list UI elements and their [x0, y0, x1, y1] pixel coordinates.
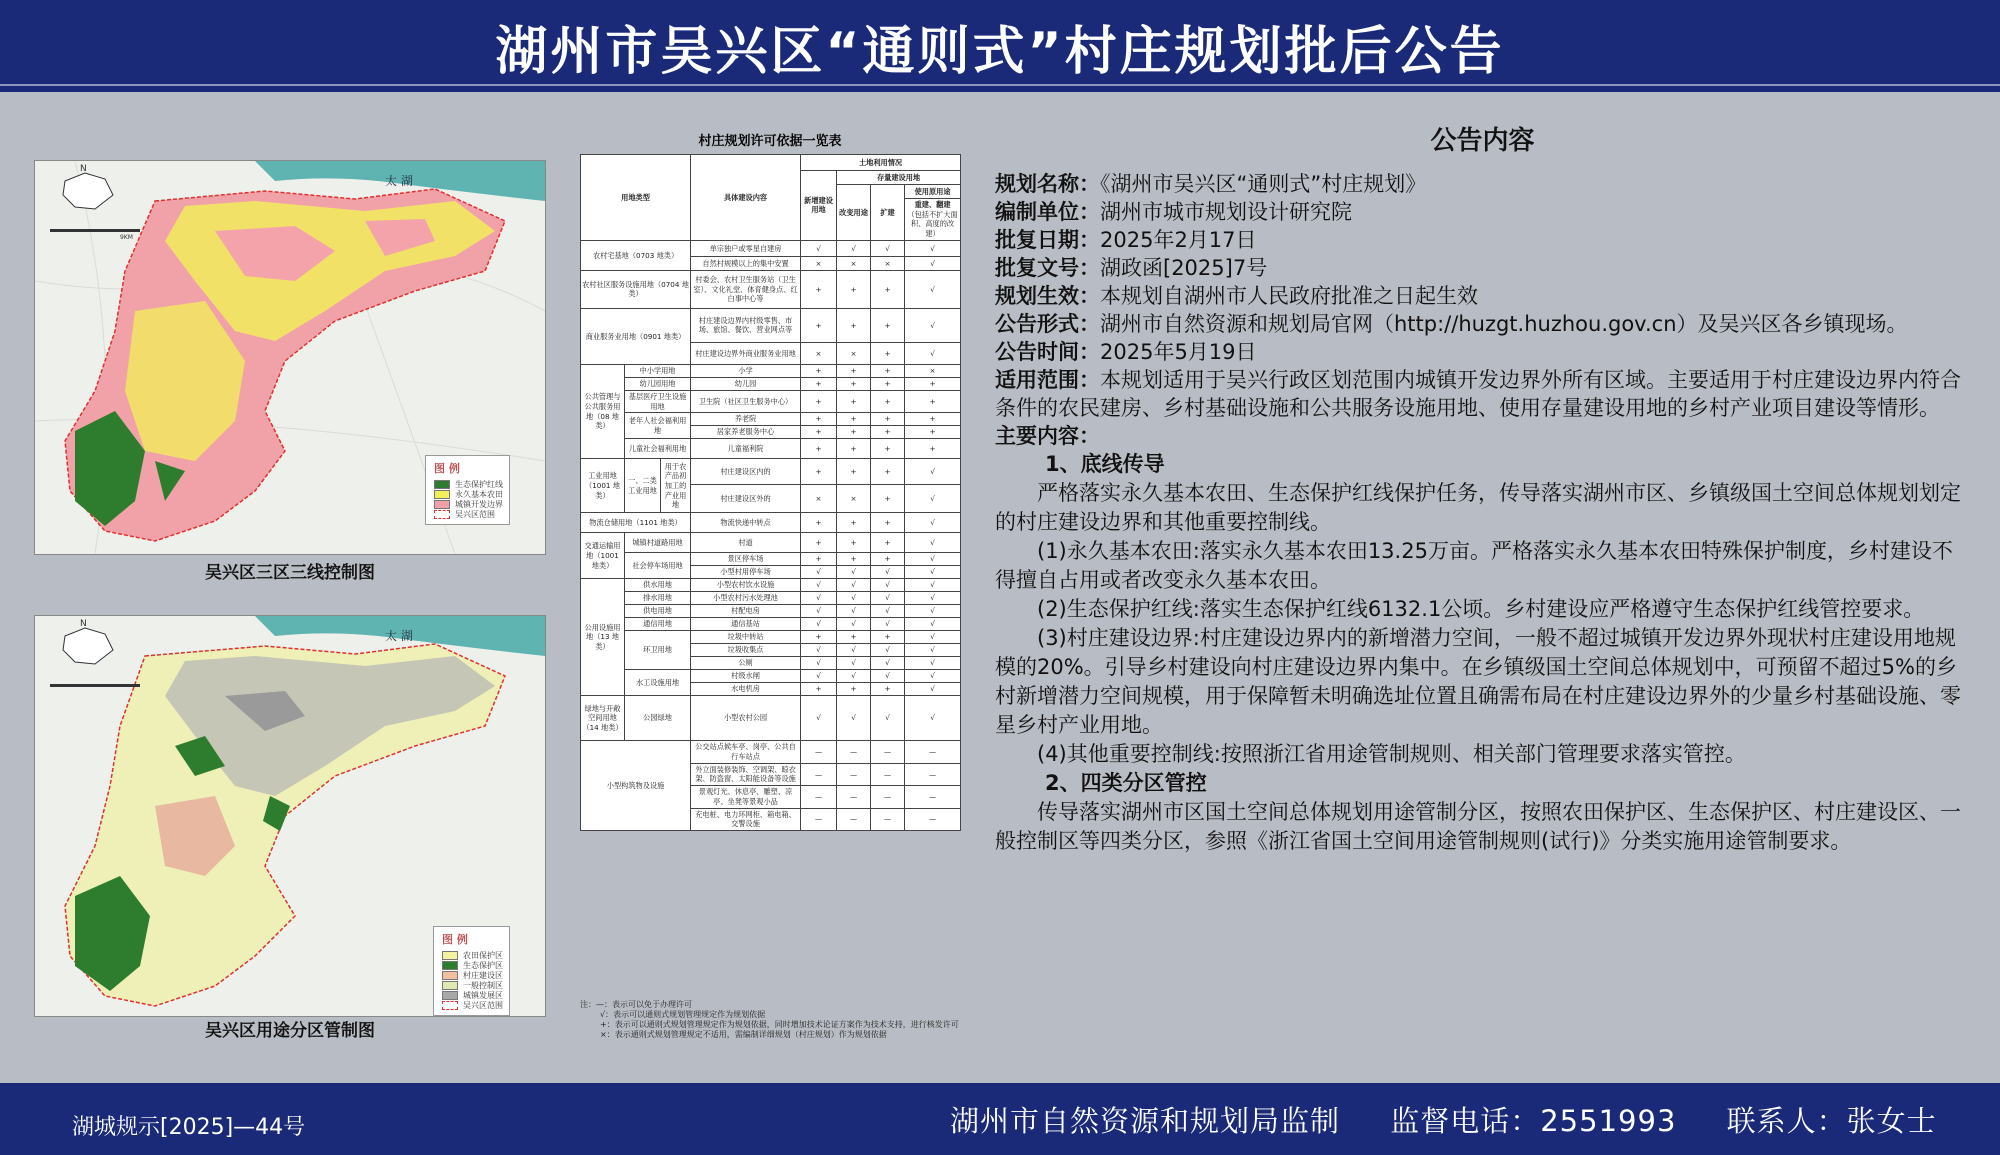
- status-cell: √: [837, 240, 871, 256]
- note-item: +：表示可以通则式规划管理规定作为规划依据，同时增加技术论证方案作为技术支持，进行核发许可: [600, 1020, 959, 1029]
- note-item: 注：—：表示可以免于办理许可: [580, 1000, 692, 1009]
- status-cell: √: [871, 566, 905, 579]
- land-subtype-cell: 环卫用地: [625, 631, 691, 670]
- land-subtype-cell: 基层医疗卫生设施用地: [625, 390, 691, 412]
- status-cell: ×: [871, 256, 905, 270]
- status-cell: +: [801, 308, 837, 342]
- status-cell: ×: [801, 342, 837, 364]
- status-cell: +: [871, 364, 905, 377]
- land-subtype-cell: 儿童社会福利用地: [625, 439, 691, 459]
- status-cell: √: [905, 683, 961, 696]
- lake-label: 太 湖: [385, 629, 413, 643]
- phone: 监督电话：2551993: [1390, 1104, 1677, 1138]
- status-cell: √: [837, 670, 871, 683]
- section-1-paragraph: 严格落实永久基本农田、生态保护红线保护任务，传导落实湖州市区、乡镇级国土空间总体规划划定的村庄建设边界和其他重要控制线。: [995, 481, 1961, 534]
- page-header: [0, 0, 2000, 92]
- table-row: [581, 390, 961, 412]
- content-cell: 外立面装修装饰、空调架、晾衣架、防盗窗、太阳能设备等设施: [691, 763, 801, 785]
- status-cell: √: [905, 618, 961, 631]
- table-row: [581, 270, 961, 308]
- land-subtype-cell: 通信用地: [625, 618, 691, 631]
- content-cell: 自然村规模以上的集中安置: [691, 256, 801, 270]
- content-cell: 景观灯光、休息亭、雕塑、凉亭、坐凳等景观小品: [691, 786, 801, 808]
- status-cell: —: [905, 763, 961, 785]
- svg-text:N: N: [80, 619, 87, 629]
- status-cell: √: [905, 592, 961, 605]
- map1-legend: [425, 455, 510, 525]
- status-cell: —: [801, 808, 837, 830]
- status-cell: —: [837, 808, 871, 830]
- legend-item: 吴兴区范围: [434, 509, 503, 519]
- status-cell: √: [905, 270, 961, 308]
- status-cell: +: [871, 683, 905, 696]
- table-row: [581, 377, 961, 390]
- status-cell: +: [837, 364, 871, 377]
- status-cell: +: [837, 439, 871, 459]
- page-footer: [0, 1083, 2000, 1155]
- status-cell: √: [837, 605, 871, 618]
- col-rebuild: 重建、翻建 （包括不扩大面积、高度的改建）: [905, 199, 961, 241]
- status-cell: +: [871, 390, 905, 412]
- status-cell: √: [905, 644, 961, 657]
- status-cell: +: [871, 533, 905, 553]
- page-title: 湖州市吴兴区“通则式”村庄规划批后公告: [495, 21, 1505, 82]
- status-cell: +: [837, 631, 871, 644]
- status-cell: √: [871, 605, 905, 618]
- status-cell: √: [905, 240, 961, 256]
- table-row: [581, 308, 961, 342]
- status-cell: +: [871, 439, 905, 459]
- content-cell: 小型村用停车场: [691, 566, 801, 579]
- map2-legend: [433, 926, 510, 1016]
- svg-text:N: N: [80, 164, 87, 174]
- announcement-content: [995, 120, 1970, 856]
- land-subtype-cell: 公园绿地: [625, 696, 691, 741]
- status-cell: √: [801, 644, 837, 657]
- status-cell: √: [801, 240, 837, 256]
- supervision-line: [950, 1099, 1977, 1140]
- status-cell: ×: [905, 364, 961, 377]
- status-cell: +: [871, 553, 905, 566]
- header-rule: [0, 84, 2000, 86]
- land-type-cell: 小型构筑物及设施: [581, 741, 691, 831]
- status-cell: +: [801, 364, 837, 377]
- col-expand: 扩建: [871, 185, 905, 241]
- status-cell: —: [801, 763, 837, 785]
- status-cell: √: [905, 657, 961, 670]
- legend-title: 图 例: [434, 462, 460, 475]
- status-cell: +: [871, 513, 905, 533]
- status-cell: √: [837, 592, 871, 605]
- status-cell: +: [871, 485, 905, 513]
- land-subtype-cell: 老年人社会福利用地: [625, 413, 691, 439]
- status-cell: +: [837, 390, 871, 412]
- status-cell: √: [905, 533, 961, 553]
- land-subtype-cell: 社会停车场用地: [625, 553, 691, 579]
- land-subtype-cell: 用于农产品初加工的产业用地: [661, 459, 691, 513]
- status-cell: +: [837, 513, 871, 533]
- status-cell: —: [905, 808, 961, 830]
- status-cell: +: [871, 631, 905, 644]
- main-content-label: 主要内容：: [995, 424, 1100, 448]
- status-cell: —: [871, 786, 905, 808]
- section-1-item-2: (2)生态保护红线:落实生态保护红线6132.1公顷。乡村建设应严格遵守生态保护红线管控要求。: [1037, 597, 1925, 621]
- status-cell: +: [837, 533, 871, 553]
- status-cell: √: [871, 670, 905, 683]
- status-cell: √: [871, 657, 905, 670]
- map2-caption: 吴兴区用途分区管制图: [205, 1021, 375, 1041]
- status-cell: +: [837, 270, 871, 308]
- land-subtype-cell: 城镇村道路用地: [625, 533, 691, 553]
- status-cell: √: [801, 618, 837, 631]
- table-row: [581, 439, 961, 459]
- status-cell: —: [905, 786, 961, 808]
- status-cell: √: [837, 657, 871, 670]
- table-notes: [580, 1000, 965, 1040]
- land-type-cell: 公用设施用地（13 地类）: [581, 579, 625, 696]
- land-subtype-cell: 中小学用地: [625, 364, 691, 377]
- status-cell: +: [871, 413, 905, 426]
- status-cell: +: [837, 426, 871, 439]
- status-cell: +: [801, 439, 837, 459]
- content-cell: 养老院: [691, 413, 801, 426]
- legend-item: 城镇发展区: [442, 990, 503, 1000]
- legend-item: 村庄建设区: [442, 970, 503, 980]
- status-cell: +: [871, 377, 905, 390]
- field-approval-date: 批复日期：2025年2月17日: [995, 228, 1257, 252]
- status-cell: √: [871, 618, 905, 631]
- status-cell: +: [837, 308, 871, 342]
- lake-label: 太 湖: [385, 174, 413, 188]
- status-cell: —: [837, 741, 871, 763]
- status-cell: —: [871, 741, 905, 763]
- status-cell: +: [871, 426, 905, 439]
- status-cell: +: [801, 377, 837, 390]
- legend-item: 永久基本农田: [434, 489, 503, 499]
- legend-item: 生态保护红线: [434, 479, 503, 489]
- content-cell: 景区停车场: [691, 553, 801, 566]
- status-cell: +: [871, 308, 905, 342]
- legend-item: 生态保护区: [442, 960, 503, 970]
- status-cell: +: [905, 390, 961, 412]
- table-row: [581, 553, 961, 566]
- land-type-cell: 农村社区服务设施用地（0704 地类）: [581, 270, 691, 308]
- section-2-paragraph: 传导落实湖州市区国土空间总体规划用途管制分区，按照农田保护区、生态保护区、村庄建设区、一般控制区等四类分区，参照《浙江省国土空间用途管制规则(试行)》分类实施用途管制要求。: [995, 800, 1961, 853]
- col-new: 新增建设用地: [801, 171, 837, 241]
- status-cell: +: [801, 533, 837, 553]
- content-title: 公告内容: [1430, 126, 1535, 156]
- status-cell: √: [801, 579, 837, 592]
- status-cell: —: [871, 808, 905, 830]
- table-title: 村庄规划许可依据一览表: [698, 134, 842, 149]
- status-cell: +: [837, 377, 871, 390]
- content-cell: 居家养老服务中心: [691, 426, 801, 439]
- svg-text:9KM: 9KM: [120, 234, 133, 241]
- content-cell: 村庄建设边界外商业服务业用地: [691, 342, 801, 364]
- content-cell: 充电桩、电力环网柜、箱电箱、交警设施: [691, 808, 801, 830]
- table-row: [581, 631, 961, 644]
- content-cell: 幼儿园: [691, 377, 801, 390]
- section-1-item-1: (1)永久基本农田:落实永久基本农田13.25万亩。严格落实永久基本农田特殊保护制度，乡村建设不得擅自占用或者改变永久基本农田。: [995, 539, 1953, 592]
- field-effective: 规划生效：本规划自湖州市人民政府批准之日起生效: [995, 284, 1478, 308]
- status-cell: √: [871, 696, 905, 741]
- status-cell: —: [801, 786, 837, 808]
- table-row: [581, 605, 961, 618]
- supervisor: 湖州市自然资源和规划局监制: [950, 1104, 1341, 1138]
- status-cell: —: [837, 763, 871, 785]
- field-compiler: 编制单位：湖州市城市规划设计研究院: [995, 200, 1352, 224]
- land-subtype-cell: 一、二类工业用地: [625, 459, 661, 513]
- content-cell: 村庄建设区内的: [691, 459, 801, 485]
- field-approval-no: 批复文号：湖政函[2025]7号: [995, 256, 1268, 280]
- status-cell: √: [801, 605, 837, 618]
- field-plan-name: 规划名称：《湖州市吴兴区“通则式”村庄规划》: [995, 172, 1427, 196]
- status-cell: √: [801, 657, 837, 670]
- field-scope: 适用范围：本规划适用于吴兴行政区划范围内城镇开发边界外所有区域。主要适用于村庄建设边界内符合条件的农民建房、乡村基础设施和公共服务设施用地、使用存量建设用地的乡村产业项目建设等情形。: [995, 368, 1961, 420]
- status-cell: √: [905, 308, 961, 342]
- document-number: 湖城规示[2025]—44号: [72, 1115, 306, 1140]
- content-cell: 村庄建设边界内村级零售、市场、旅馆、餐饮、营业网点等: [691, 308, 801, 342]
- status-cell: √: [905, 553, 961, 566]
- permit-basis-table: [580, 154, 961, 831]
- content-cell: 村庄建设区外的: [691, 485, 801, 513]
- content-cell: 卫生院（社区卫生服务中心）: [691, 390, 801, 412]
- status-cell: +: [801, 513, 837, 533]
- land-subtype-cell: 供水用地: [625, 579, 691, 592]
- status-cell: +: [837, 683, 871, 696]
- content-cell: 小型农村公园: [691, 696, 801, 741]
- status-cell: —: [837, 786, 871, 808]
- content-cell: 儿童福利院: [691, 439, 801, 459]
- status-cell: +: [871, 459, 905, 485]
- land-type-cell: 农村宅基地（0703 地类）: [581, 240, 691, 270]
- land-type-cell: 绿地与开敞空间用地（14 地类）: [581, 696, 625, 741]
- content-cell: 垃圾收集点: [691, 644, 801, 657]
- legend-title: 图 例: [442, 933, 468, 946]
- status-cell: ×: [801, 256, 837, 270]
- note-item: √：表示可以通则式规划管理规定作为规划依据: [600, 1010, 766, 1019]
- table-row: [581, 513, 961, 533]
- col-change: 改变用途: [837, 185, 871, 241]
- content-cell: 村级水闸: [691, 670, 801, 683]
- land-type-cell: 工业用地（1001 地类）: [581, 459, 625, 513]
- status-cell: +: [905, 413, 961, 426]
- land-subtype-cell: 幼儿园用地: [625, 377, 691, 390]
- status-cell: √: [905, 579, 961, 592]
- content-cell: 村道: [691, 533, 801, 553]
- content-cell: 公厕: [691, 657, 801, 670]
- section-1-title: 1、底线传导: [1045, 452, 1165, 476]
- contact: 联系人：张女士: [1726, 1104, 1937, 1138]
- land-type-cell: 交通运输用地（1001 地类）: [581, 533, 625, 579]
- table-row: [581, 459, 961, 485]
- status-cell: √: [837, 618, 871, 631]
- status-cell: √: [905, 459, 961, 485]
- section-2-title: 2、四类分区管控: [1045, 771, 1207, 795]
- col-landtype: 用地类型: [581, 155, 691, 241]
- status-cell: +: [801, 413, 837, 426]
- status-cell: √: [801, 592, 837, 605]
- status-cell: +: [871, 270, 905, 308]
- table-row: [581, 696, 961, 741]
- status-cell: √: [801, 670, 837, 683]
- status-cell: +: [801, 683, 837, 696]
- status-cell: +: [871, 342, 905, 364]
- table-row: [581, 592, 961, 605]
- col-content: 具体建设内容: [691, 155, 801, 241]
- map1-caption: 吴兴区三区三线控制图: [205, 563, 375, 583]
- section-1-item-3: (3)村庄建设边界:村庄建设边界内的新增潜力空间，一般不超过城镇开发边界外现状村庄建设用地规模的20%。引导乡村建设向村庄建设边界内集中。在乡镇级国土空间总体规划中，可预留不超过5%的乡村新增潜力空间规模，用于保障暂未明确选址位置且确需布局在村庄建设边界外的少量乡村基础设施、零星乡村产业用地。: [995, 626, 1961, 737]
- field-publish-time: 公告时间：2025年5月19日: [995, 340, 1257, 364]
- status-cell: √: [837, 644, 871, 657]
- status-cell: +: [801, 426, 837, 439]
- col-use-original: 使用原用途: [905, 185, 961, 199]
- status-cell: +: [801, 631, 837, 644]
- content-cell: 单宗独户或零星自建房: [691, 240, 801, 256]
- status-cell: +: [837, 413, 871, 426]
- table-row: [581, 240, 961, 256]
- status-cell: √: [905, 631, 961, 644]
- status-cell: —: [871, 763, 905, 785]
- content-cell: 村委会、农村卫生服务站（卫生室）、文化礼堂、体育健身点、红白事中心等: [691, 270, 801, 308]
- note-item: ×：表示通则式规划管理规定不适用，需编制详细规划（村庄规划）作为规划依据: [600, 1030, 887, 1039]
- table-row: [581, 618, 961, 631]
- status-cell: √: [905, 566, 961, 579]
- status-cell: √: [837, 696, 871, 741]
- status-cell: √: [905, 485, 961, 513]
- col-existing: 存量建设用地: [837, 171, 961, 185]
- zoning-map: [34, 615, 546, 1017]
- legend-item: 吴兴区范围: [442, 1000, 503, 1010]
- status-cell: √: [905, 342, 961, 364]
- status-cell: ×: [837, 342, 871, 364]
- status-cell: √: [905, 696, 961, 741]
- status-cell: √: [905, 605, 961, 618]
- status-cell: √: [905, 256, 961, 270]
- status-cell: √: [837, 579, 871, 592]
- land-subtype-cell: 水工设施用地: [625, 670, 691, 696]
- status-cell: √: [905, 513, 961, 533]
- status-cell: +: [837, 553, 871, 566]
- status-cell: +: [905, 377, 961, 390]
- table-row: [581, 579, 961, 592]
- content-cell: 水电机房: [691, 683, 801, 696]
- status-cell: √: [801, 566, 837, 579]
- col-land-use: 土地利用情况: [801, 155, 961, 171]
- status-cell: ×: [837, 485, 871, 513]
- land-type-cell: 商业服务业用地（0901 地类）: [581, 308, 691, 364]
- field-publish-form: 公告形式：湖州市自然资源和规划局官网（http://huzgt.huzhou.gov.cn）及吴兴区各乡镇现场。: [995, 312, 1908, 336]
- permit-basis-table-panel: [580, 130, 960, 985]
- content-cell: 村配电房: [691, 605, 801, 618]
- content-cell: 垃圾中转站: [691, 631, 801, 644]
- status-cell: +: [905, 439, 961, 459]
- content-cell: 小型农村饮水设施: [691, 579, 801, 592]
- status-cell: +: [801, 390, 837, 412]
- status-cell: —: [905, 741, 961, 763]
- status-cell: —: [801, 741, 837, 763]
- content-cell: 物流快递中转点: [691, 513, 801, 533]
- status-cell: √: [871, 644, 905, 657]
- content-cell: 小型农村污水处理池: [691, 592, 801, 605]
- table-row: [581, 741, 961, 763]
- status-cell: +: [801, 459, 837, 485]
- status-cell: +: [801, 270, 837, 308]
- status-cell: √: [905, 670, 961, 683]
- table-row: [581, 670, 961, 683]
- land-type-cell: 公共管理与公共服务用地（08 地类）: [581, 364, 625, 458]
- legend-item: 农田保护区: [442, 950, 503, 960]
- status-cell: ×: [837, 256, 871, 270]
- status-cell: √: [801, 696, 837, 741]
- section-1-item-4: (4)其他重要控制线:按照浙江省用途管制规则、相关部门管理要求落实管控。: [1037, 742, 1746, 766]
- three-zones-map: [34, 160, 546, 555]
- status-cell: √: [871, 579, 905, 592]
- status-cell: √: [871, 240, 905, 256]
- table-row: [581, 364, 961, 377]
- status-cell: +: [801, 553, 837, 566]
- content-cell: 小学: [691, 364, 801, 377]
- status-cell: +: [905, 426, 961, 439]
- content-cell: 通信基站: [691, 618, 801, 631]
- legend-item: 一般控制区: [442, 980, 503, 990]
- header-row: [581, 155, 961, 171]
- status-cell: +: [837, 459, 871, 485]
- table-row: [581, 533, 961, 553]
- content-cell: 公交站点候车亭、岗亭、公共自行车站点: [691, 741, 801, 763]
- land-type-cell: 物流仓储用地（1101 地类）: [581, 513, 691, 533]
- table-row: [581, 413, 961, 426]
- legend-item: 城镇开发边界: [434, 499, 503, 509]
- status-cell: √: [871, 592, 905, 605]
- status-cell: √: [837, 566, 871, 579]
- land-subtype-cell: 排水用地: [625, 592, 691, 605]
- land-subtype-cell: 供电用地: [625, 605, 691, 618]
- status-cell: ×: [801, 485, 837, 513]
